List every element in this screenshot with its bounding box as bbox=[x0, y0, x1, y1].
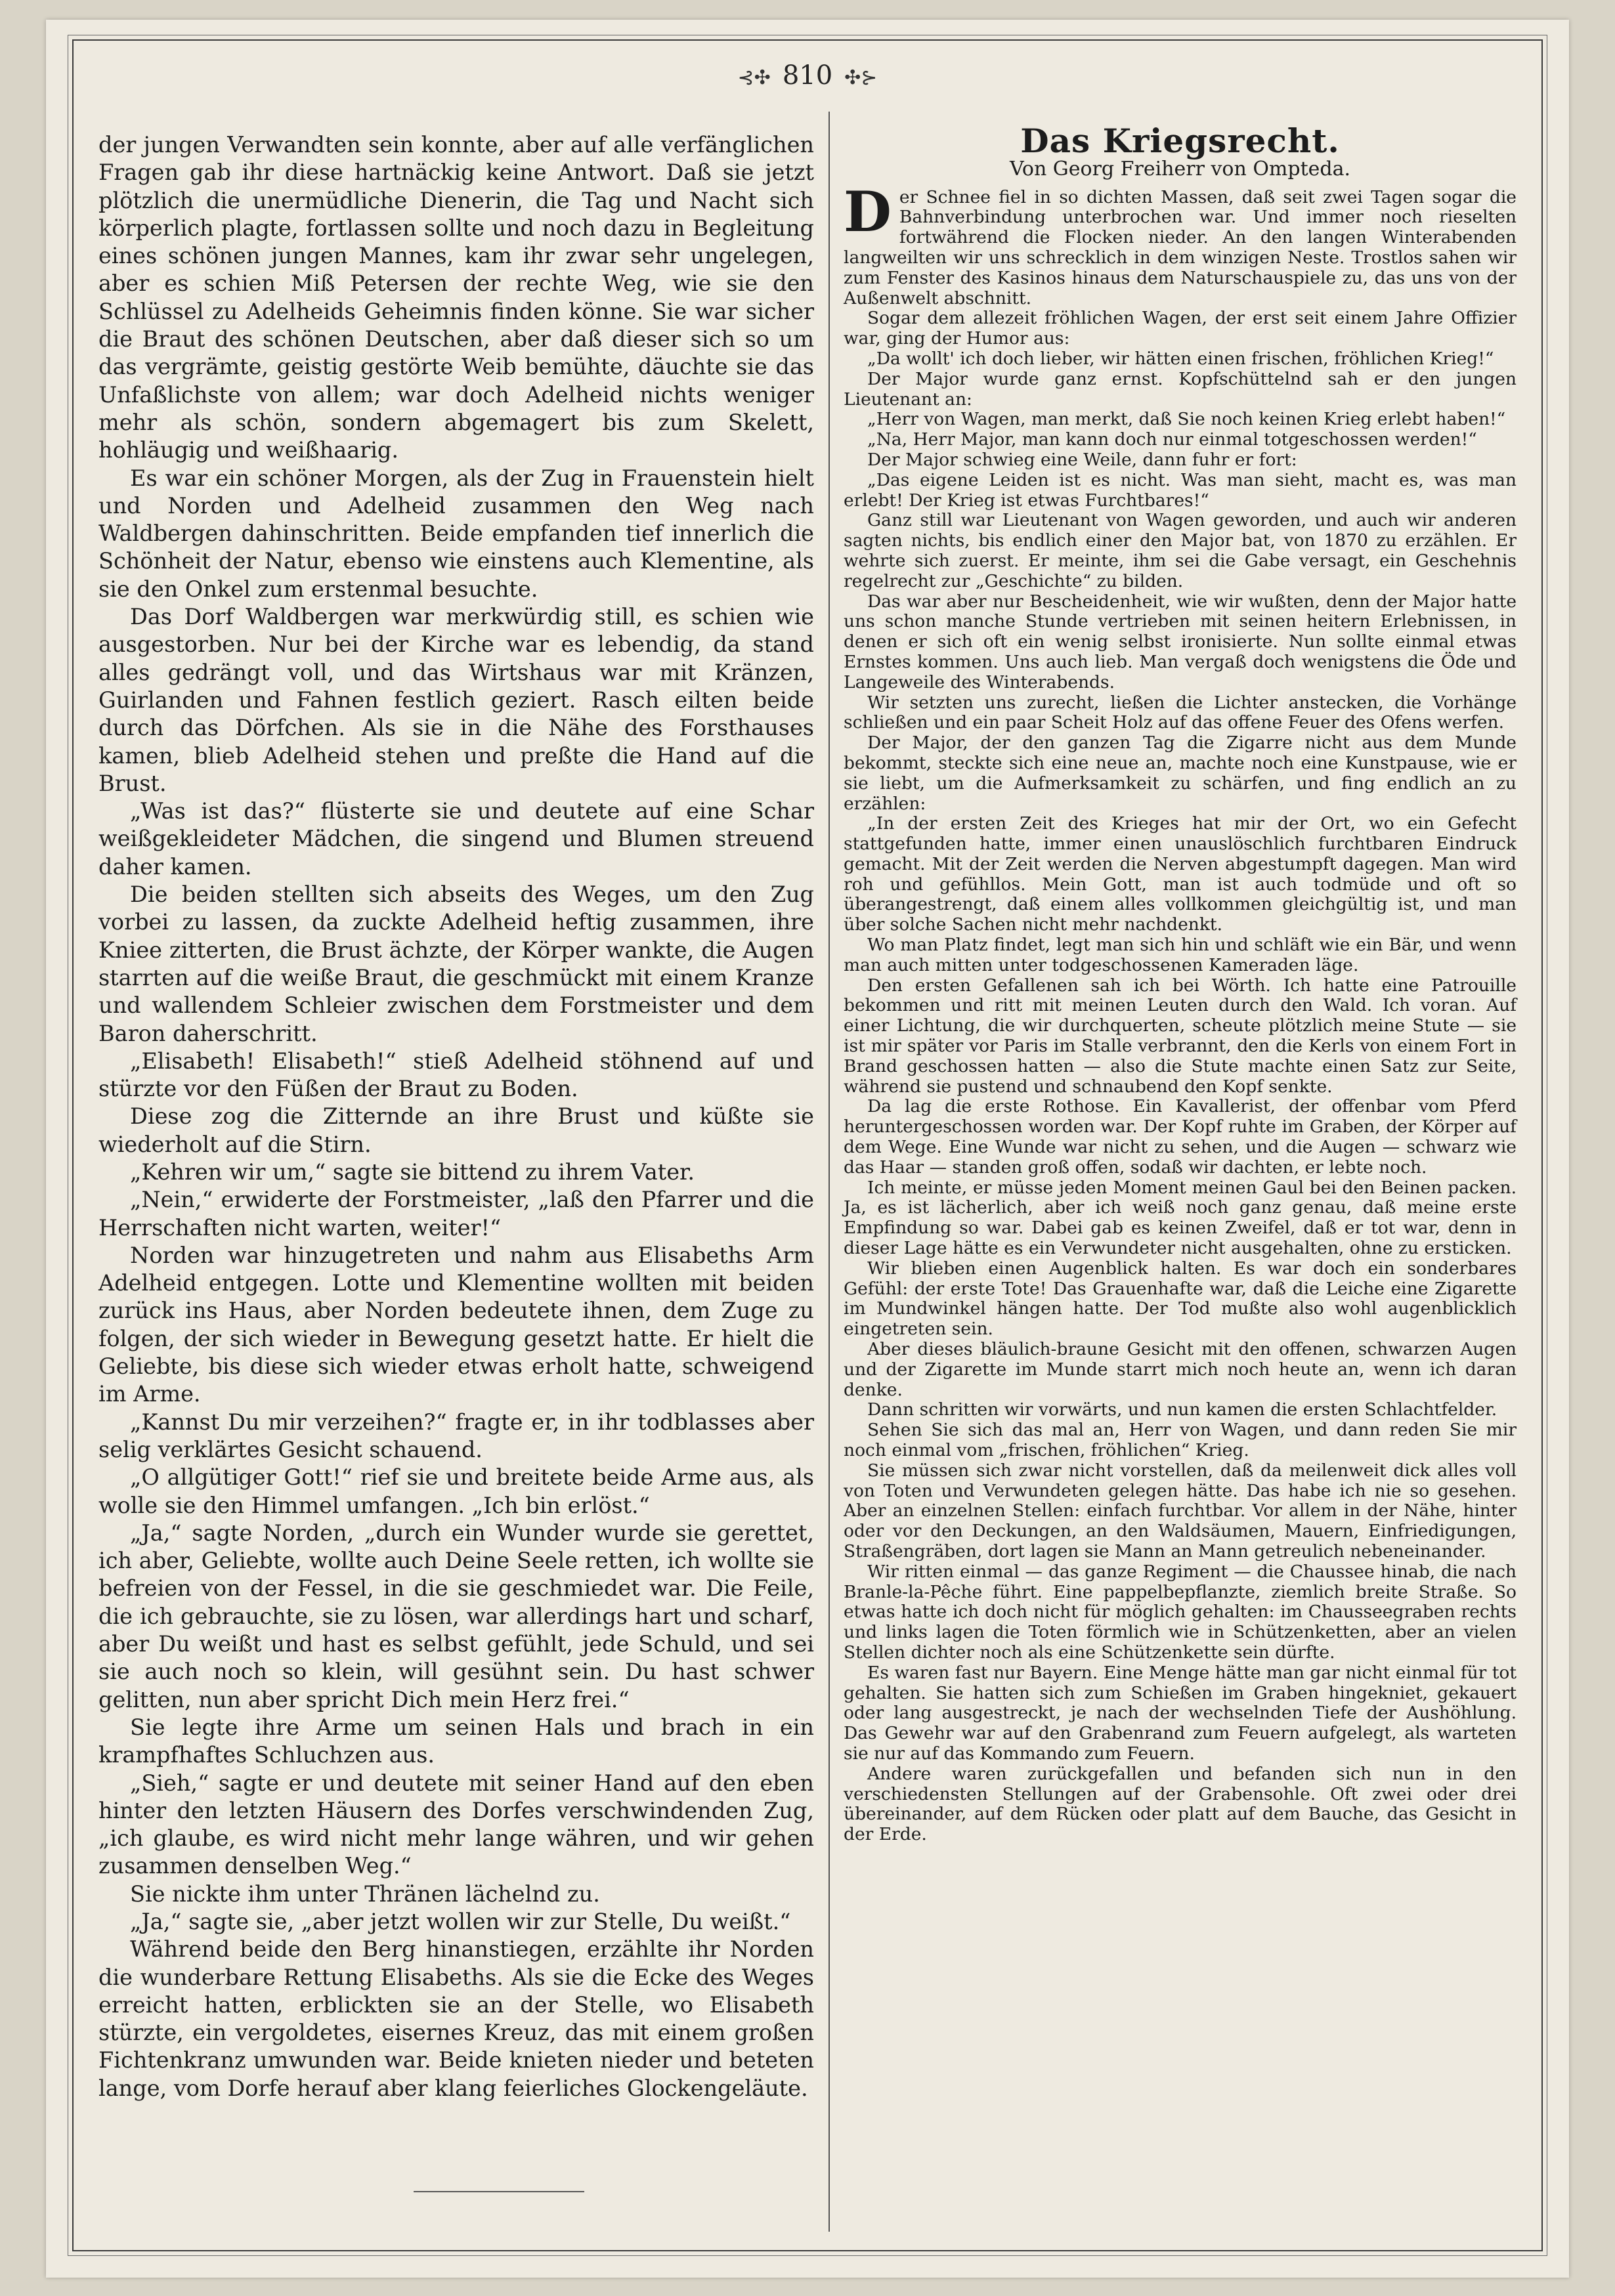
article-title: Das Kriegsrecht. bbox=[1020, 121, 1340, 160]
page-header bbox=[46, 60, 1569, 91]
left-paragraph: „Kannst Du mir verzeihen?“ fragte er, in ihr todblasses aber selig verklärtes Gesicht schauend. bbox=[98, 1409, 814, 1462]
drop-cap: D bbox=[844, 179, 892, 244]
right-paragraph: „In der ersten Zeit des Krieges hat mir der Ort, wo ein Gefecht stattgefunden hatte, immer einen unauslöschlich furchtbaren Eindruck gemacht. Mit der Zeit werden die Nerven abgestumpft dagegen. Man wird roh und gefühllos. Mein Gott, man ist auch todmüde und oft so überangestrengt, daß einem alles vollkommen gleichgültig ist, und man über solche Sachen nicht mehr nachdenkt. bbox=[844, 813, 1517, 935]
newspaper-page bbox=[46, 20, 1569, 2278]
left-paragraph: Norden war hinzugetreten und nahm aus Elisabeths Arm Adelheid entgegen. Lotte und Klementine wollten mit beiden zurück ins Haus, aber Norden bedeutete ihnen, dem Zuge zu folgen, der sich wieder in Bewegung gesetzt hatte. Er hielt die Geliebte, bis diese sich wieder etwas erholt hatte, schweigend im Arme. bbox=[98, 1242, 814, 1407]
left-paragraph: „O allgütiger Gott!“ rief sie und breitete beide Arme aus, als wolle sie den Himmel umfangen. „Ich bin erlöst.“ bbox=[98, 1464, 814, 1518]
left-paragraph: der jungen Verwandten sein konnte, aber auf alle verfänglichen Fragen gab ihr diese hartnäckig keine Antwort. Daß sie jetzt plötzlich die unermüdliche Dienerin, die Tag und Nacht sich körperlich plagte, fortlassen sollte und noch dazu in Begleitung eines schönen jungen Mannes, kam ihr zwar sehr ungelegen, aber es schien Miß Petersen der rechte Weg, wie sie den Schlüssel zu Adelheids Geheimnis finden könne. Sie war sicher die Braut des schönen Deutschen, aber daß dieser sich so um das vergrämte, geistig gestörte Weib bemühte, däuchte sie das Unfaßlichste von allem; war doch Adelheid nichts weniger mehr als schön, sondern abgemagert bis zum Skelett, hohläugig und weißhaarig. bbox=[98, 132, 814, 463]
left-paragraph: „Elisabeth! Elisabeth!“ stieß Adelheid stöhnend auf und stürzte vor den Füßen der Braut zu Boden. bbox=[98, 1048, 814, 1102]
left-column bbox=[98, 131, 814, 2102]
page-number: 810 bbox=[782, 60, 833, 91]
article-byline: Von Georg Freiherr von Ompteda. bbox=[1009, 157, 1351, 181]
right-paragraph: „Da wollt' ich doch lieber, wir hätten einen frischen, fröhlichen Krieg!“ bbox=[867, 348, 1494, 369]
left-paragraph: Das Dorf Waldbergen war merkwürdig still, es schien wie ausgestorben. Nur bei der Kirche war es lebendig, da stand alles gedrängt voll, und das Wirtshaus war mit Kränzen, Guirlanden und Fahnen festlich geziert. Rasch eilten beide durch das Dörfchen. Als sie in die Nähe des Forsthauses kamen, blieb Adelheid stehen und preßte die Hand auf die Brust. bbox=[98, 604, 814, 796]
left-paragraph: „Kehren wir um,“ sagte sie bittend zu ihrem Vater. bbox=[130, 1159, 695, 1185]
right-paragraph: „Das eigene Leiden ist es nicht. Was man sieht, macht es, was man erlebt! Der Krieg ist etwas Furchtbares!“ bbox=[844, 469, 1517, 511]
right-column bbox=[844, 121, 1517, 1845]
left-paragraph: Während beide den Berg hinanstiegen, erzählte ihr Norden die wunderbare Rettung Elisabeths. Als sie die Ecke des Weges erreicht hatten, erblickten sie an der Stelle, wo Elisabeth stürzte, ein vergoldetes, eisernes Kreuz, das mit einem großen Fichtenkranz umwunden war. Beide knieten nieder und beteten lange, vom Dorfe herauf aber klang feierliches Glockengeläute. bbox=[98, 1936, 814, 2101]
right-paragraph: Sie müssen sich zwar nicht vorstellen, daß da meilenweit dick alles voll von Toten und Verwundeten gelegen hätte. Das habe ich nie so gesehen. Aber an einzelnen Stellen: einfach furchtbar. Vor allem in der Nähe, hinter oder vor den Deckungen, an den Waldsäumen, Mauern, Einfriedigungen, Straßengräben, dort lagen sie Mann an Mann getreulich nebeneinander. bbox=[844, 1460, 1517, 1562]
right-paragraph: Dann schritten wir vorwärts, und nun kamen die ersten Schlachtfelder. bbox=[867, 1399, 1497, 1420]
right-paragraph: Ganz still war Lieutenant von Wagen geworden, und auch wir anderen sagten nichts, bis endlich einer den Major bat, von 1870 zu erzählen. Er wehrte sich zuerst. Er meinte, ihm sei die Gabe versagt, ein Geschehnis regelrecht zur „Geschichte“ zu bilden. bbox=[844, 510, 1517, 591]
right-paragraph: Da lag die erste Rothose. Ein Kavallerist, der offenbar vom Pferd heruntergeschossen worden war. Der Kopf ruhte im Graben, der Körper auf dem Wege. Eine Wunde war nicht zu sehen, und die Augen — schwarz wie das Haar — standen groß offen, sodaß wir dachten, er lebte noch. bbox=[844, 1096, 1517, 1178]
right-paragraph: Sogar dem allezeit fröhlichen Wagen, der erst seit einem Jahre Offizier war, ging der Humor aus: bbox=[844, 308, 1517, 349]
ornament-right-icon: ✣⊱ bbox=[844, 66, 878, 89]
right-paragraph: Wir blieben einen Augenblick halten. Es war doch ein sonderbares Gefühl: der erste Tote! Das Grauenhafte war, daß die Leiche eine Zigarette im Mundwinkel hängen hatte. Der Tod mußte also wohl augenblicklich eingetreten sein. bbox=[844, 1258, 1517, 1340]
right-paragraph: Wir setzten uns zurecht, ließen die Lichter anstecken, die Vorhänge schließen und ein paar Scheit Holz auf das offene Feuer des Ofens werfen. bbox=[844, 692, 1517, 733]
right-paragraph: „Na, Herr Major, man kann doch nur einmal totgeschossen werden!“ bbox=[867, 429, 1477, 450]
left-paragraph: Sie legte ihre Arme um seinen Hals und brach in ein krampfhaftes Schluchzen aus. bbox=[98, 1714, 814, 1768]
right-paragraph: Es waren fast nur Bayern. Eine Menge hätte man gar nicht einmal für tot gehalten. Sie hatten sich zum Schießen im Graben hingekniet, gekauert oder lang ausgestreckt, je nach der wechselnden Tiefe der Aushöhlung. Das Gewehr war auf den Grabenrand zum Feuern aufgelegt, als warteten sie nur auf das Kommando zum Feuern. bbox=[844, 1662, 1517, 1764]
left-paragraph: „Ja,“ sagte Norden, „durch ein Wunder wurde sie gerettet, ich aber, Geliebte, wollte auch Deine Seele retten, ich wollte sie befreien von der Fessel, in die sie geschmiedet war. Die Feile, die ich gebrauchte, sie zu lösen, war allerdings hart und scharf, aber Du weißt und hast es selbst gefühlt, jede Schuld, und sei sie auch noch so klein, will gesühnt sein. Du hast schwer gelitten, nun aber spricht Dich mein Herz frei.“ bbox=[98, 1520, 814, 1712]
right-paragraph: Aber dieses bläulich-braune Gesicht mit den offenen, schwarzen Augen und der Zigarette im Munde starrt mich noch heute an, wenn ich daran denke. bbox=[844, 1339, 1517, 1400]
right-paragraph: Wo man Platz findet, legt man sich hin und schläft wie ein Bär, und wenn man auch mitten unter todgeschossenen Kameraden läge. bbox=[844, 935, 1517, 975]
right-paragraph: Andere waren zurückgefallen und befanden sich nun in den verschiedensten Stellungen auf der Grabensohle. Oft zwei oder drei übereinander, auf dem Rücken oder platt auf dem Bauche, das Gesicht in der Erde. bbox=[844, 1763, 1517, 1845]
right-paragraph: Ich meinte, er müsse jeden Moment meinen Gaul bei den Beinen packen. Ja, es ist lächerlich, aber ich weiß noch ganz genau, daß meine erste Empfindung so war. Dabei gab es keinen Zweifel, daß er tot war, denn in dieser Lage hätte es ein Verwundeter nicht ausgehalten, ohne zu ersticken. bbox=[844, 1177, 1517, 1259]
story-end-rule bbox=[414, 2191, 584, 2192]
right-paragraph: Das war aber nur Bescheidenheit, wie wir wußten, denn der Major hatte uns schon manche Stunde vertrieben mit seinen heitern Erlebnissen, in denen er sich oft ein wenig selbst ironisierte. Nun sollte einmal etwas Ernstes kommen. Uns auch lieb. Man vergaß doch wenigstens die Öde und Langeweile des Winterabends. bbox=[844, 591, 1517, 692]
right-paragraph: Sehen Sie sich das mal an, Herr von Wagen, und dann reden Sie mir noch einmal vom „frischen, fröhlichen“ Krieg. bbox=[844, 1420, 1517, 1460]
left-paragraph: „Ja,“ sagte sie, „aber jetzt wollen wir zur Stelle, Du weißt.“ bbox=[130, 1909, 791, 1934]
right-paragraph: Der Major schwieg eine Weile, dann fuhr er fort: bbox=[867, 449, 1297, 470]
left-paragraph: Die beiden stellten sich abseits des Weges, um den Zug vorbei zu lassen, da zuckte Adelheid heftig zusammen, ihre Kniee zitterten, die Brust ächzte, der Körper wankte, die Augen starrten auf die weiße Braut, die geschmückt mit einem Kranze und wallendem Schleier zwischen dem Forstmeister und dem Baron daherschritt. bbox=[98, 882, 814, 1046]
left-paragraph: „Nein,“ erwiderte der Forstmeister, „laß den Pfarrer und die Herrschaften nicht warten, weiter!“ bbox=[98, 1187, 814, 1241]
column-divider bbox=[829, 112, 830, 2232]
right-paragraph: Der Major, der den ganzen Tag die Zigarre nicht aus dem Munde bekommt, steckte sich eine neue an, machte noch eine Kunstpause, wie er sie liebt, um die Aufmerksamkeit zu schärfen, und fing endlich an zu erzählen: bbox=[844, 733, 1517, 814]
left-paragraph: „Sieh,“ sagte er und deutete mit seiner Hand auf den eben hinter den letzten Häusern des Dorfes verschwindenden Zug, „ich glaube, es wird nicht mehr lange währen, und wir gehen zusammen denselben Weg.“ bbox=[98, 1770, 814, 1879]
left-paragraph: Es war ein schöner Morgen, als der Zug in Frauenstein hielt und Norden und Adelheid zusammen den Weg nach Waldbergen dahinschritten. Beide empfanden tief innerlich die Schönheit der Natur, ebenso wie einstens auch Klementine, als sie den Onkel zum erstenmal besuchte. bbox=[98, 465, 814, 602]
right-paragraph: Den ersten Gefallenen sah ich bei Wörth. Ich hatte eine Patrouille bekommen und ritt mit meinen Leuten durch den Wald. Ich voran. Auf einer Lichtung, die wir durchquerten, scheute plötzlich meine Stute — sie ist mir später vor Paris im Stalle verbrannt, den die Kerls von einem Fort in Brand geschossen hatten — also die Stute machte einen Satz zur Seite, während sie pustend und schnaubend den Kopf senkte. bbox=[844, 975, 1517, 1097]
right-paragraph: Der Major wurde ganz ernst. Kopfschüttelnd sah er den jungen Lieutenant an: bbox=[844, 368, 1517, 410]
right-paragraph: Wir ritten einmal — das ganze Regiment — die Chaussee hinab, die nach Branle-la-Pêche führt. Eine pappelbepflanzte, ziemlich breite Straße. So etwas hatte ich doch nicht für möglich gehalten: im Chausseegraben rechts und links lagen die Toten förmlich wie in Schützenketten, aber an vielen Stellen dichter noch als eine Schützenkette sein dürfte. bbox=[844, 1561, 1517, 1663]
left-paragraph: Sie nickte ihm unter Thränen lächelnd zu. bbox=[130, 1881, 600, 1907]
right-paragraph-first bbox=[844, 179, 1517, 309]
right-paragraph: „Herr von Wagen, man merkt, daß Sie noch keinen Krieg erlebt haben!“ bbox=[867, 409, 1506, 430]
left-paragraph: Diese zog die Zitternde an ihre Brust und küßte sie wiederholt auf die Stirn. bbox=[98, 1103, 814, 1157]
ornament-left-icon: ⊰✣ bbox=[737, 66, 771, 89]
left-paragraph: „Was ist das?“ flüsterte sie und deutete auf eine Schar weißgekleideter Mädchen, die singend und Blumen streuend daher kamen. bbox=[98, 798, 814, 880]
first-paragraph-text: er Schnee fiel in so dichten Massen, daß seit zwei Tagen sogar die Bahnverbindung unterbrochen war. Und immer noch rieselten fortwährend die Flocken nieder. An den langen Winterabenden langweilten wir uns schrecklich in dem winzigen Neste. Trostlos sahen wir zum Fenster des Kasinos hinaus dem Naturschauspiele zu, das uns von der Außenwelt abschnitt. bbox=[844, 186, 1517, 308]
